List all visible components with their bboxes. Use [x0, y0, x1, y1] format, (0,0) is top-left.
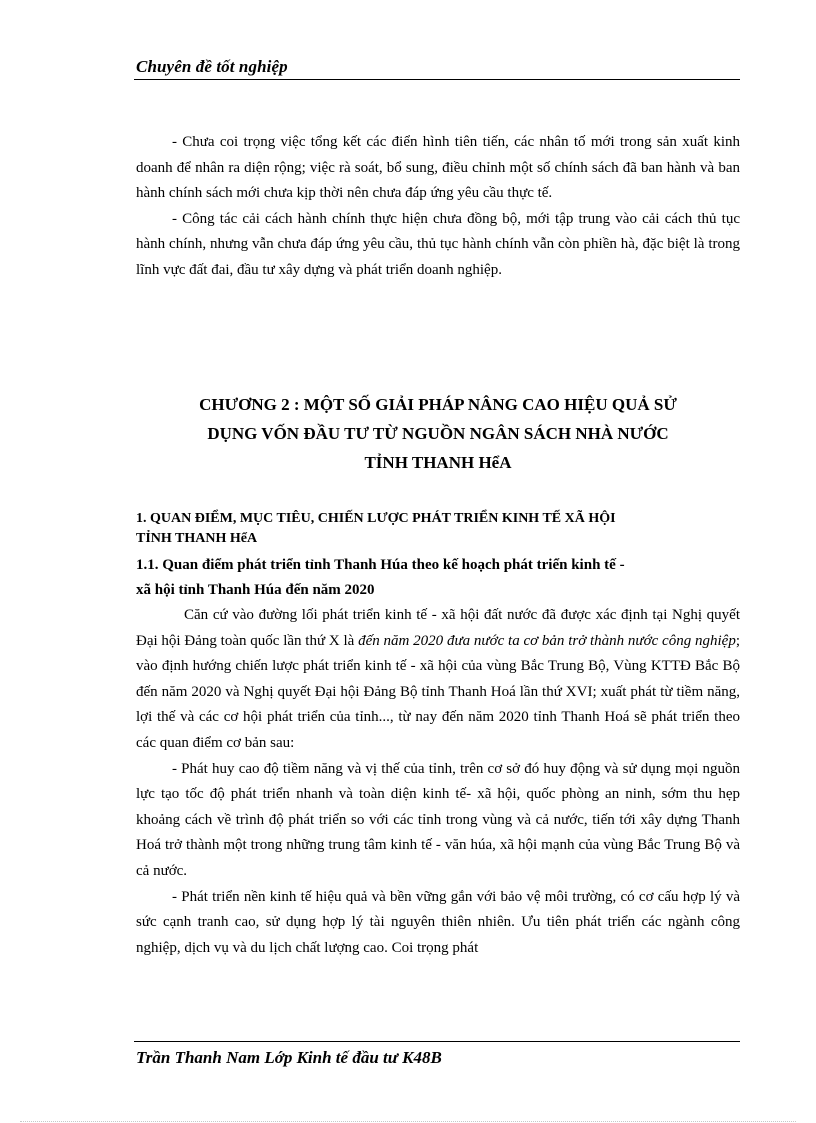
page-footer-text: Trần Thanh Nam Lớp Kinh tế đầu tư K48B	[136, 1048, 442, 1067]
intro-paragraph-1: - Chưa coi trọng việc tổng kết các điển hình tiên tiến, các nhân tố mới trong sản xuất kinh doanh để nhân ra diện rộng; việc rà soát, bổ sung, điều chỉnh một số chính sách đã ban hành và ban hành chính sách mới chưa kịp thời nên chưa đáp ứng yêu cầu thực tế.	[136, 134, 740, 202]
intro-paragraph-2: - Công tác cải cách hành chính thực hiện chưa đồng bộ, mới tập trung vào cải cách thủ tục hành chính, nhưng vẫn chưa đáp ứng yêu cầu, thủ tục hành chính vẫn còn phiền hà, đặc biệt là trong lĩnh vực đất đai, đầu tư xây dựng và phát triển doanh nghiệp.	[136, 210, 740, 278]
chapter-heading	[136, 390, 740, 477]
section-1-heading-line-2: TỈNH THANH HểA	[136, 531, 258, 546]
main-paragraph-part-2: ; vào định hướng chiến lược phát triển kinh tế - xã hội của vùng Bắc Trung Bộ, Vùng KTTĐ Bắc Bộ đến năm 2020 và Nghị quyết Đại hội Đảng Bộ tỉnh Thanh Hoá lần thứ XVI; xuất phát từ tiềm năng, lợi thế và các cơ hội phát triển của tỉnh..., từ nay đến năm 2020 tỉnh Thanh Hoá sẽ phát triển theo các quan điểm cơ bản sau:	[136, 632, 740, 751]
main-paragraph-part-1: Căn cứ vào đường lối phát triển kinh tế - xã hội đất nước đã được xác định tại Nghị quyết Đại hội Đảng toàn quốc lần thứ X là	[136, 607, 740, 649]
section-1-heading-line-1: 1. QUAN ĐIỂM, MỤC TIÊU, CHIẾN LƯỢC PHÁT TRIỂN KINH TẾ XÃ HỘI	[136, 511, 616, 526]
main-body-block	[136, 603, 740, 961]
intro-block	[136, 130, 740, 284]
page-bottom-border	[20, 1121, 796, 1122]
bullet-paragraph-2: - Phát triển nền kinh tế hiệu quả và bền vững gắn với bảo vệ môi trường, có cơ cấu hợp lý và sức cạnh tranh cao, sử dụng hợp lý tài nguyên thiên nhiên. Ưu tiên phát triển các ngành công nghiệp, dịch vụ và du lịch chất lượng cao. Coi trọng phát	[136, 888, 740, 956]
page-header-title: Chuyên đề tốt nghiệp	[136, 57, 288, 76]
chapter-heading-line-2: DỤNG VỐN ĐẦU TƯ TỪ NGUỒN NGÂN SÁCH NHÀ NƯỚC	[207, 424, 669, 443]
section-1-1-heading	[136, 553, 740, 603]
main-paragraph	[136, 603, 740, 757]
footer-divider	[134, 1041, 740, 1042]
section-1-1-heading-line-1: 1.1. Quan điểm phát triển tỉnh Thanh Húa theo kế hoạch phát triển kinh tế -	[136, 557, 625, 573]
section-1-1-heading-line-2: xã hội tỉnh Thanh Húa đến năm 2020	[136, 582, 375, 598]
main-paragraph-italic: đến năm 2020 đưa nước ta cơ bản trở thành nước công nghiệp	[358, 632, 736, 649]
chapter-heading-line-1: CHƯƠNG 2 : MỘT SỐ GIẢI PHÁP NÂNG CAO HIỆU QUẢ SỬ	[199, 395, 677, 414]
chapter-heading-line-3: TỈNH THANH HểA	[364, 453, 512, 472]
bullet-paragraph-1: - Phát huy cao độ tiềm năng và vị thế của tỉnh, trên cơ sở đó huy động và sử dụng mọi nguồn lực tạo tốc độ phát triển nhanh và toàn diện kinh tế- xã hội, quốc phòng an ninh, sớm thu hẹp khoảng cách về trình độ phát triển so với các tỉnh trong vùng và cả nước, tiến tới xây dựng Thanh Hoá trở thành một trong những trung tâm kinh tế - văn húa, xã hội mạnh của vùng Bắc Trung Bộ và cả nước.	[136, 760, 740, 879]
section-1-heading	[136, 509, 740, 549]
header-divider	[134, 79, 740, 80]
